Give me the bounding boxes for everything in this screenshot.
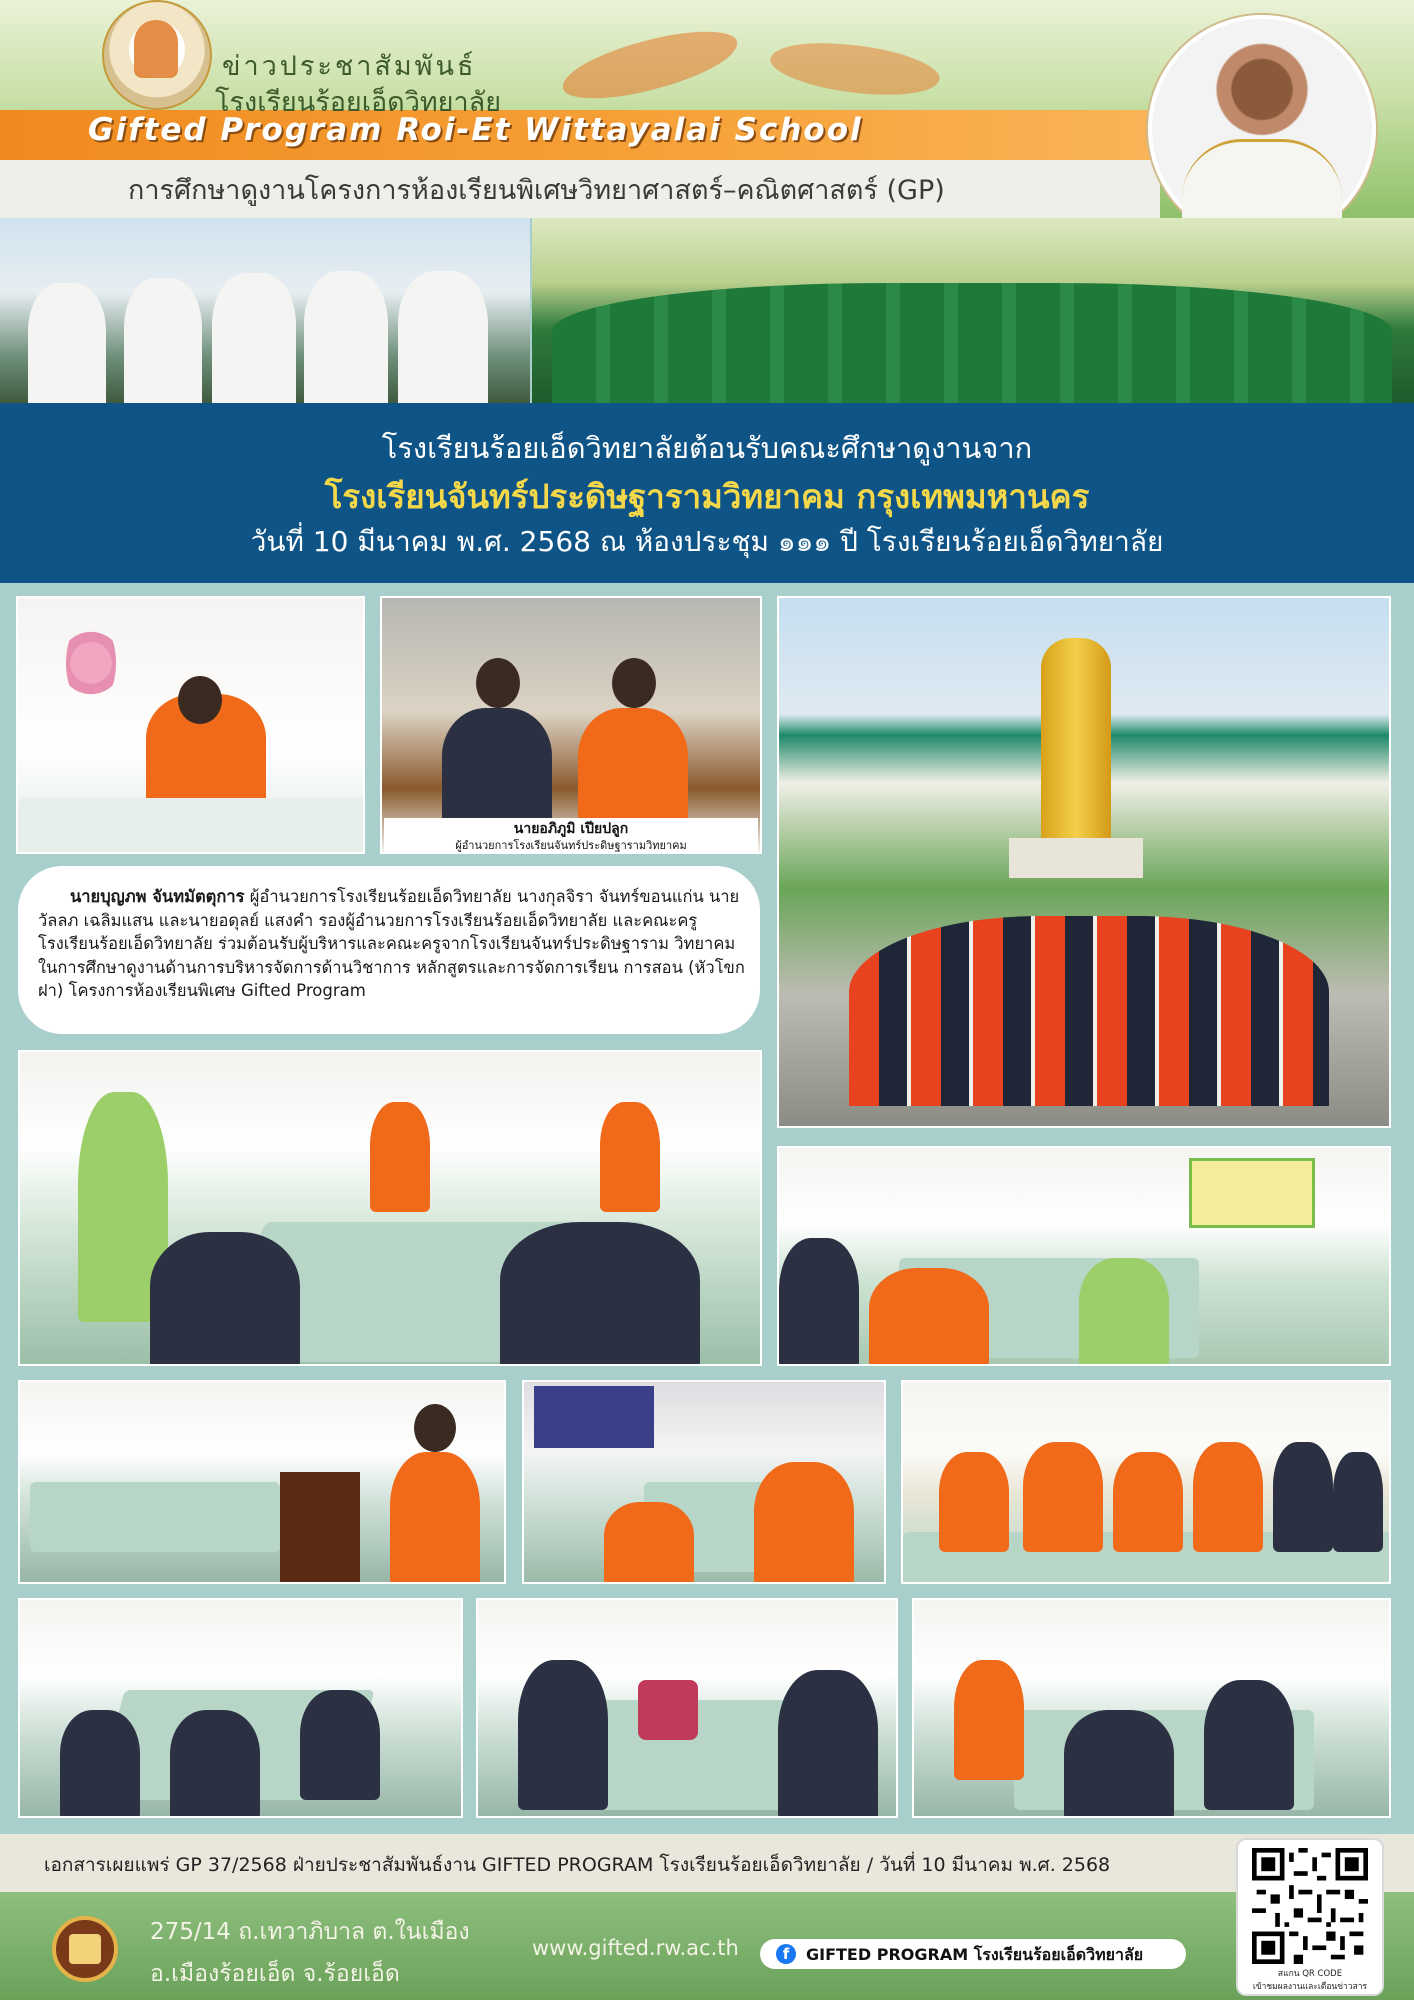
page-subtitle: การศึกษาดูงานโครงการห้องเรียนพิเศษวิทยาศาสตร์–คณิตศาสตร์ (GP) <box>128 175 945 206</box>
photo-speaker <box>16 596 365 854</box>
person-head <box>178 676 222 724</box>
gift-basket <box>638 1680 698 1740</box>
table-shape <box>30 1482 280 1552</box>
person-figure <box>1079 1258 1169 1366</box>
podium <box>280 1472 360 1584</box>
group-photo <box>532 218 1414 403</box>
person-figure <box>578 708 688 828</box>
person-figure <box>1064 1710 1174 1818</box>
facebook-label[interactable]: GIFTED PROGRAM โรงเรียนร้อยเอ็ดวิทยาลัย <box>806 1945 1144 1964</box>
person-figure <box>1273 1442 1333 1552</box>
photo-meeting-4 <box>522 1380 886 1584</box>
article-text: ผู้อำนวยการโรงเรียนร้อยเอ็ดวิทยาลัย นางกุลจิรา จันทร์ขอนแก่น นายวัลลภ เฉลิมแสน และนายอดุลย์ แสงคำ รองผู้อำนวยการโรงเรียนร้อยเอ็ดวิทยาลัย และคณะครูโรงเรียนร้อยเอ็ดวิทยาลัย ร่วมต้อนรับผู้บริหารและคณะครูจากโรงเรียนจันทร์ประดิษฐาราม วิทยาคม ในการศึกษาดูงานด้านการบริหารจัดการด้านวิชาการ หลักสูตรและการจัดการเรียน การสอน (หัวโขกฝา) โครงการห้องเรียนพิเศษ Gifted Program <box>38 887 745 1000</box>
photo-meeting-7 <box>476 1598 898 1818</box>
leaf-decoration <box>767 31 943 108</box>
person-figure <box>390 1452 480 1584</box>
person-figure <box>170 1710 260 1818</box>
document-reference: เอกสารเผยแพร่ GP 37/2568 ฝ่ายประชาสัมพันธ์งาน GIFTED PROGRAM โรงเรียนร้อยเอ็ดวิทยาลัย / วันที่ 10 มีนาคม พ.ศ. 2568 <box>44 1854 1111 1876</box>
leaf-decoration <box>557 22 743 108</box>
person-figure <box>370 1102 430 1212</box>
person-figure <box>779 1238 859 1366</box>
photo-meeting-6 <box>18 1598 463 1818</box>
photo-meeting-3 <box>18 1380 506 1584</box>
person-figure <box>954 1660 1024 1780</box>
article-body <box>38 885 746 1003</box>
person-figure <box>442 708 552 828</box>
article-lead-name: นายบุญภพ จันทมัตตุการ <box>70 887 245 906</box>
person-figure <box>1333 1452 1383 1552</box>
program-title: Gifted Program Roi-Et Wittayalai School <box>88 112 863 148</box>
person-figure <box>869 1268 989 1366</box>
person-figure <box>754 1462 854 1584</box>
person-figure <box>778 1670 878 1818</box>
school-title: โรงเรียนร้อยเอ็ดวิทยาลัย <box>215 87 502 118</box>
emblem-icon <box>134 20 178 78</box>
website-link[interactable]: www.gifted.rw.ac.th <box>532 1936 739 1960</box>
person-figure <box>1193 1442 1263 1552</box>
news-title: ข่าวประชาสัมพันธ์ <box>222 51 477 82</box>
person-head <box>612 658 656 708</box>
flower-decoration <box>66 618 116 708</box>
caption-name: นายอภิภูมิ เปียปลูก <box>513 821 629 837</box>
person-figure <box>124 278 202 403</box>
photo-meeting-1 <box>18 1050 762 1366</box>
person-figure <box>150 1232 300 1366</box>
facebook-icon: f <box>776 1944 796 1964</box>
headline-line-1: โรงเรียนร้อยเอ็ดวิทยาลัยต้อนรับคณะศึกษาดูงานจาก <box>381 431 1033 465</box>
person-figure <box>300 1690 380 1800</box>
qr-code-icon[interactable] <box>1248 1848 1372 1964</box>
person-figure <box>1023 1442 1103 1552</box>
address-line-2: อ.เมืองร้อยเอ็ด จ.ร้อยเอ็ด <box>150 1961 400 1987</box>
group-figures <box>849 916 1329 1106</box>
school-building-icon <box>52 1916 118 1982</box>
person-figure <box>518 1660 608 1810</box>
group-figures <box>552 283 1392 403</box>
presentation-screen <box>1189 1158 1315 1228</box>
person-figure <box>1113 1452 1183 1552</box>
qr-caption-2: เข้าชมผลงานและเตือนข่าวสาร <box>1252 1982 1368 1992</box>
director-portrait <box>1148 15 1376 243</box>
person-figure <box>28 283 106 403</box>
headline-line-3: วันที่ 10 มีนาคม พ.ศ. 2568 ณ ห้องประชุม ๑๑๑ ปี โรงเรียนร้อยเอ็ดวิทยาลัย <box>250 525 1164 558</box>
photo-meeting-2 <box>777 1146 1391 1366</box>
qr-caption-1: สแกน QR CODE <box>1277 1969 1343 1979</box>
person-figure <box>304 271 388 403</box>
presentation-screen <box>534 1386 654 1448</box>
person-figure <box>604 1502 694 1584</box>
person-figure <box>398 271 488 403</box>
person-figure <box>939 1452 1009 1552</box>
person-figure <box>500 1222 700 1366</box>
headline-line-2: โรงเรียนจันทร์ประดิษฐารามวิทยาคม กรุงเทพมหานคร <box>324 477 1090 516</box>
person-figure <box>1204 1680 1294 1810</box>
caption-role: ผู้อำนวยการโรงเรียนจันทร์ประดิษฐารามวิทยาคม <box>455 839 687 852</box>
person-figure <box>60 1710 140 1818</box>
table-shape <box>18 798 365 854</box>
statue-base <box>1009 838 1143 878</box>
person-head <box>476 658 520 708</box>
person-figure <box>212 273 296 403</box>
photo-buddha-statue-group <box>777 596 1391 1128</box>
address-line-1: 275/14 ถ.เทวาภิบาล ต.ในเมือง <box>150 1919 470 1945</box>
buddha-statue <box>1041 638 1111 848</box>
building-shape <box>69 1934 101 1964</box>
photo-souvenir-exchange <box>901 1380 1391 1584</box>
person-head <box>414 1404 456 1452</box>
executives-photo <box>0 218 530 403</box>
photo-two-directors <box>380 596 762 854</box>
school-logo <box>102 0 212 110</box>
person-figure <box>600 1102 660 1212</box>
photo-meeting-8 <box>912 1598 1391 1818</box>
